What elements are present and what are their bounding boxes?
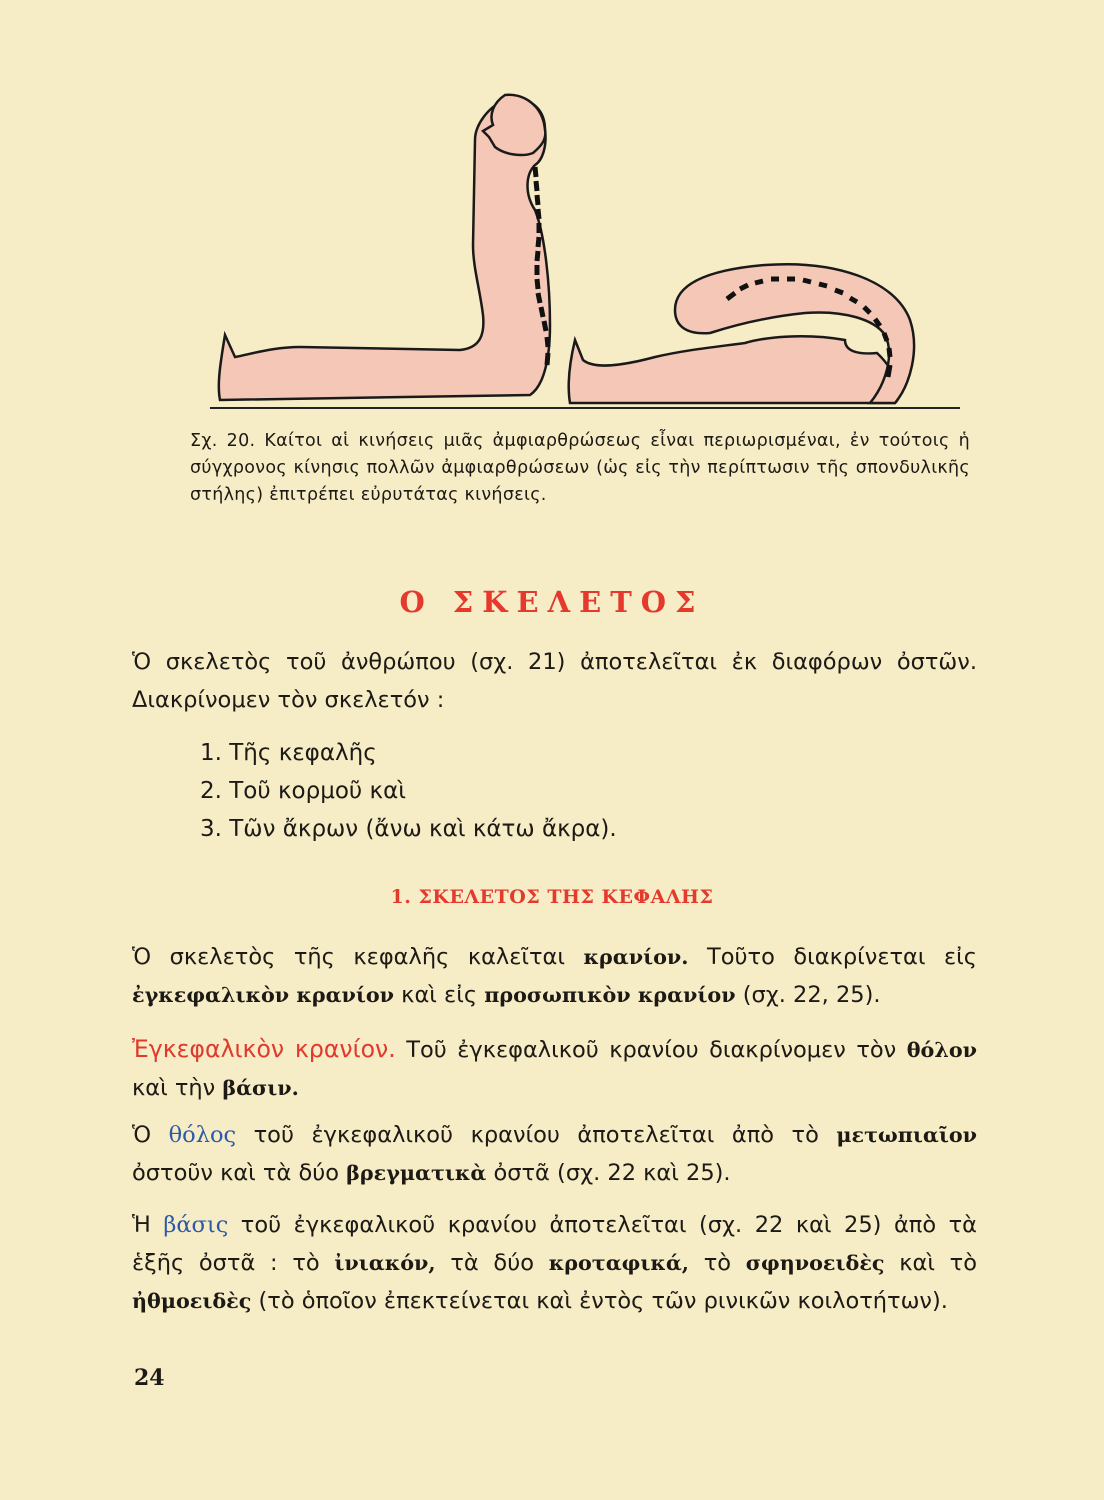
intro-text: Ὁ σκελετὸς τοῦ ἀνθρώπου (σχ. 21) ἀποτελεῖται ἐκ διαφόρων ὀστῶν. Διακρίνομεν τὸν σκελετόν : bbox=[132, 649, 977, 713]
p2-text: Τοῦ ἐγκεφαλικοῦ κρανίου διακρίνομεν τὸν bbox=[395, 1037, 907, 1063]
p1-term-prosopikon: προσωπικὸν κρανίον bbox=[484, 983, 736, 1007]
p3-text: τοῦ ἐγκεφαλικοῦ κρανίου ἀποτελεῖται ἀπὸ τὸ bbox=[236, 1122, 837, 1148]
p4-term-ithmoeides: ἠθμοειδὲς bbox=[132, 1289, 252, 1313]
p1-text: Τοῦτο διακρίνεται εἰς bbox=[688, 944, 977, 970]
list-item: 3. Τῶν ἄκρων (ἄνω καὶ κάτω ἄκρα). bbox=[200, 816, 617, 842]
bent-figure bbox=[569, 336, 899, 403]
page-number: 24 bbox=[134, 1365, 165, 1391]
p3-text: ὀστᾶ (σχ. 22 καὶ 25). bbox=[486, 1160, 731, 1186]
p4-text: καὶ τὸ bbox=[884, 1250, 977, 1276]
p2-text: καὶ τὴν bbox=[132, 1075, 223, 1101]
p4-term-krotafika: κροταφικά, bbox=[548, 1251, 689, 1275]
paragraph-cranium bbox=[132, 938, 977, 1014]
p4-term-sfinoeides: σφηνοειδὲς bbox=[745, 1251, 885, 1275]
p2-term-vasis: βάσιν. bbox=[222, 1076, 299, 1100]
p4-text: τοῦ ἐγκεφαλικοῦ κρανίου ἀποτελεῖται (σχ. 22 καὶ 25) ἀπὸ τὰ ἑξῆς ὀστᾶ : τὸ bbox=[132, 1212, 977, 1276]
p4-text: (τὸ ὁποῖον ἐπεκτείνεται καὶ ἐντὸς τῶν ρινικῶν κοιλοτήτων). bbox=[251, 1288, 948, 1314]
list-item: 1. Τῆς κεφαλῆς bbox=[200, 740, 377, 766]
p2-heading: Ἐγκεφαλικὸν κρανίον. bbox=[132, 1035, 396, 1063]
p2-term-tholos: θόλον bbox=[906, 1038, 977, 1062]
p3-text: Ὁ bbox=[132, 1122, 169, 1148]
paragraph-base bbox=[132, 1206, 977, 1320]
p4-text: τὰ δύο bbox=[435, 1250, 549, 1276]
p3-term-metopiaion: μετωπιαῖον bbox=[836, 1123, 977, 1147]
p1-term-enkefalikon: ἐγκεφαλικὸν κρανίον bbox=[132, 983, 395, 1007]
skeleton-parts-list bbox=[200, 734, 617, 848]
p4-text: τὸ bbox=[688, 1250, 746, 1276]
p4-term-vasis: βάσις bbox=[163, 1212, 229, 1238]
caption-text: Σχ. 20. Καίτοι αἱ κινήσεις μιᾶς ἀμφιαρθρώσεως εἶναι περιωρισμέναι, ἐν τούτοις ἡ σύγχρονος κίνησις πολλῶν ἀμφιαρθρώσεων (ὡς εἰς τὴν περίπτωσιν τῆς σπονδυλικῆς στήλης) ἐπιτρέπει εὐρυτάτας κινήσεις. bbox=[190, 431, 970, 505]
p1-text: Ὁ σκελετὸς τῆς κεφαλῆς καλεῖται bbox=[132, 944, 584, 970]
p3-term-vregmatika: βρεγματικὰ bbox=[346, 1161, 487, 1185]
spine-flexibility-figure bbox=[205, 85, 980, 425]
p1-text: (σχ. 22, 25). bbox=[735, 982, 881, 1008]
intro-paragraph bbox=[132, 643, 977, 719]
p4-text: Ἡ bbox=[132, 1212, 164, 1238]
p3-term-tholos: θόλος bbox=[168, 1122, 237, 1148]
p1-term-kranion: κρανίον. bbox=[583, 945, 689, 969]
paragraph-vault bbox=[132, 1116, 977, 1192]
p4-term-iniakon: ἰνιακόν, bbox=[334, 1251, 436, 1275]
list-item: 2. Τοῦ κορμοῦ καὶ bbox=[200, 778, 407, 804]
paragraph-neurocranium bbox=[132, 1030, 977, 1107]
section-title: 1. ΣΚΕΛΕΤΟΣ ΤΗΣ ΚΕΦΑΛΗΣ bbox=[390, 886, 714, 908]
spine-illustration bbox=[205, 85, 980, 425]
figure-caption bbox=[190, 428, 970, 509]
p1-text: καὶ εἰς bbox=[394, 982, 485, 1008]
p3-text: ὀστοῦν καὶ τὰ δύο bbox=[132, 1160, 347, 1186]
chapter-title: Ο ΣΚΕΛΕΤΟΣ bbox=[399, 585, 705, 619]
